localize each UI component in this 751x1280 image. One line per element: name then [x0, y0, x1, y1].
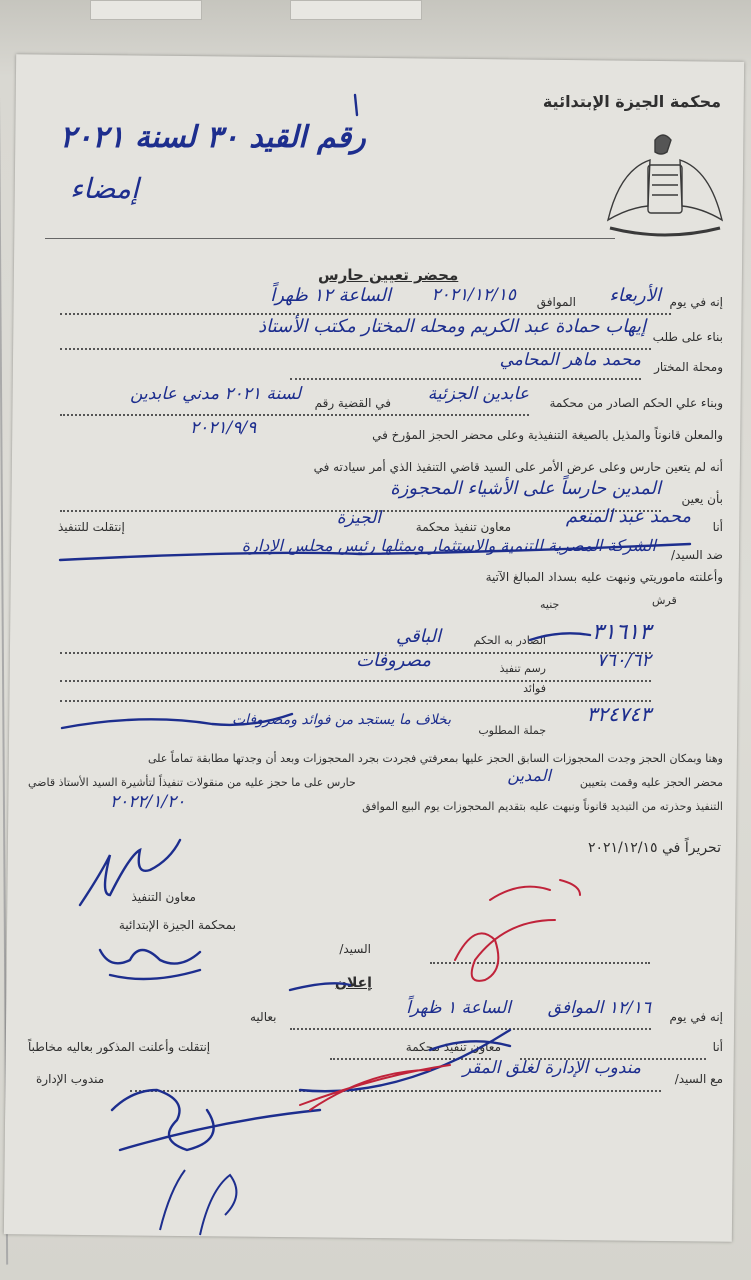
- judge-order-line: أنه لم يتعين حارس وعلى عرض الأمر على السيد قاضي التنفيذ الذي أمر سيادته في: [313, 460, 723, 474]
- seizure-date: ٢٠٢١/٩/٩: [190, 418, 257, 438]
- ann-time-value: الساعة ١ ظهراً: [406, 998, 511, 1018]
- line-day-value: الأربعاء: [609, 285, 661, 306]
- bailiff-i-label: أنا: [712, 520, 723, 534]
- ann-above: بعاليه: [250, 1010, 277, 1024]
- r1-label: الصادر به الحكم: [473, 634, 546, 647]
- against-value: الشركة المصرية للتنمية والاستثمار ويمثلها رئيس مجلس الإدارة: [241, 536, 656, 555]
- ann-day-value: ١٢/١٦ الموافق: [547, 998, 651, 1018]
- para-line-3: التنفيذ وحذرته من التبديد قانوناً ونبهت عليه بتقديم المحجوزات يوم البيع الموافق: [362, 800, 723, 813]
- mr-signature-label: السيد/: [339, 942, 371, 956]
- total-note: بخلاف ما يستجد من فوائد ومصروفات: [231, 712, 451, 728]
- registration-initials: إمضاء: [70, 172, 139, 205]
- announcement-heading: إعلان: [335, 975, 372, 991]
- line-day-label: إنه في يوم: [669, 295, 723, 309]
- document-title: محضر تعيين حارس: [318, 266, 459, 284]
- r2-note: مصروفات: [356, 650, 431, 671]
- r3-label: فوائد: [523, 682, 546, 695]
- ann-i-label: أنا: [712, 1040, 723, 1054]
- guard-name: المدين: [507, 766, 551, 785]
- bailiff-court-label: معاون تنفيذ محكمة: [415, 520, 511, 534]
- sale-date: ٢٠٢٢/١/٢٠: [110, 792, 186, 812]
- registration-note: رقم القيد ٣٠ لسنة ٢٠٢١: [60, 120, 366, 155]
- bailiff-signature-title: معاون التنفيذ: [131, 890, 196, 904]
- total-amount: ٣٢٤٧٤٣: [586, 702, 651, 726]
- court-name: محكمة الجيزة الإبتدائية: [542, 92, 721, 111]
- appoint-label: بأن يعين: [681, 492, 723, 506]
- address-label: ومحلة المختار: [654, 360, 723, 374]
- moved-to-execute: إنتقلت للتنفيذ: [58, 520, 125, 534]
- against-label: ضد السيد/: [671, 548, 723, 562]
- seizure-label: والمعلن قانوناً والمذيل بالصيغة التنفيذية وعلى محضر الحجز المؤرخ في: [372, 428, 723, 442]
- para-line-1: وهنا وبمكان الحجز وجدت المحجوزات السابق الحجز عليها بمعرفتي فجردت بجرد المحجوزات وبعد أن وجدتها مطابقة تماماً على: [147, 752, 723, 765]
- para-line-2b: حارس على ما حجز عليه من منقولات تنفيذاً لتأشيرة السيد الأستاذ قاضي: [28, 776, 356, 789]
- amounts-intro: وأعلنته ماموريتي ونبهت عليه بسداد المبالغ الآتية: [485, 570, 723, 584]
- requester-value: إيهاب حمادة عبد الكريم ومحله المختار مكتب الأستاذ: [258, 316, 646, 337]
- judgment-court: عابدين الجزئية: [427, 384, 529, 404]
- requester-label: بناء على طلب: [652, 330, 723, 344]
- judgment-label: وبناء علي الحكم الصادر من محكمة: [549, 396, 723, 410]
- r1-amount: ٣١٦١٣: [591, 620, 651, 645]
- ann-with-label: مع السيد/: [674, 1072, 723, 1086]
- case-value: لسنة ٢٠٢١ مدني عابدين: [130, 384, 301, 404]
- para-line-2a: محضر الحجز عليه وقمت بتعيين: [579, 776, 723, 789]
- case-label: في القضية رقم: [314, 396, 391, 410]
- total-label: جملة المطلوب: [478, 724, 546, 737]
- ann-with-value: مندوب الإدارة لغلق المقر: [462, 1058, 641, 1078]
- dated-line: تحريراً في ٢٠٢١/١٢/١٥: [587, 840, 721, 856]
- ann-moved-label: إنتقلت وأعلنت المذكور بعاليه مخاطباً: [28, 1040, 211, 1054]
- ann-day-label: إنه في يوم: [669, 1010, 723, 1024]
- col-piastres: قرش: [652, 594, 677, 607]
- r2-amount: ٧٦٠/٦٢: [596, 650, 651, 671]
- line-time-value: الساعة ١٢ ظهراً: [270, 285, 391, 306]
- bailiff-court: الجيزة: [336, 508, 381, 528]
- bailiff-signature-court: بمحكمة الجيزة الإبتدائية: [118, 918, 236, 932]
- line-date-label: الموافق: [536, 295, 576, 309]
- ann-court-label: معاون تنفيذ محكمة: [405, 1040, 501, 1054]
- address-value: محمد ماهر المحامي: [499, 350, 641, 370]
- col-pounds: جنيه: [540, 598, 560, 611]
- ann-admin-rep: مندوب الإدارة: [36, 1072, 105, 1086]
- appoint-value: المدين حارساً على الأشياء المحجوزة: [390, 478, 661, 499]
- bailiff-name: محمد عبد المنعم: [565, 506, 691, 527]
- r2-label: رسم تنفيذ: [499, 662, 546, 675]
- r1-note: الباقي: [395, 626, 441, 647]
- line-date-value: ٢٠٢١/١٢/١٥: [431, 285, 516, 305]
